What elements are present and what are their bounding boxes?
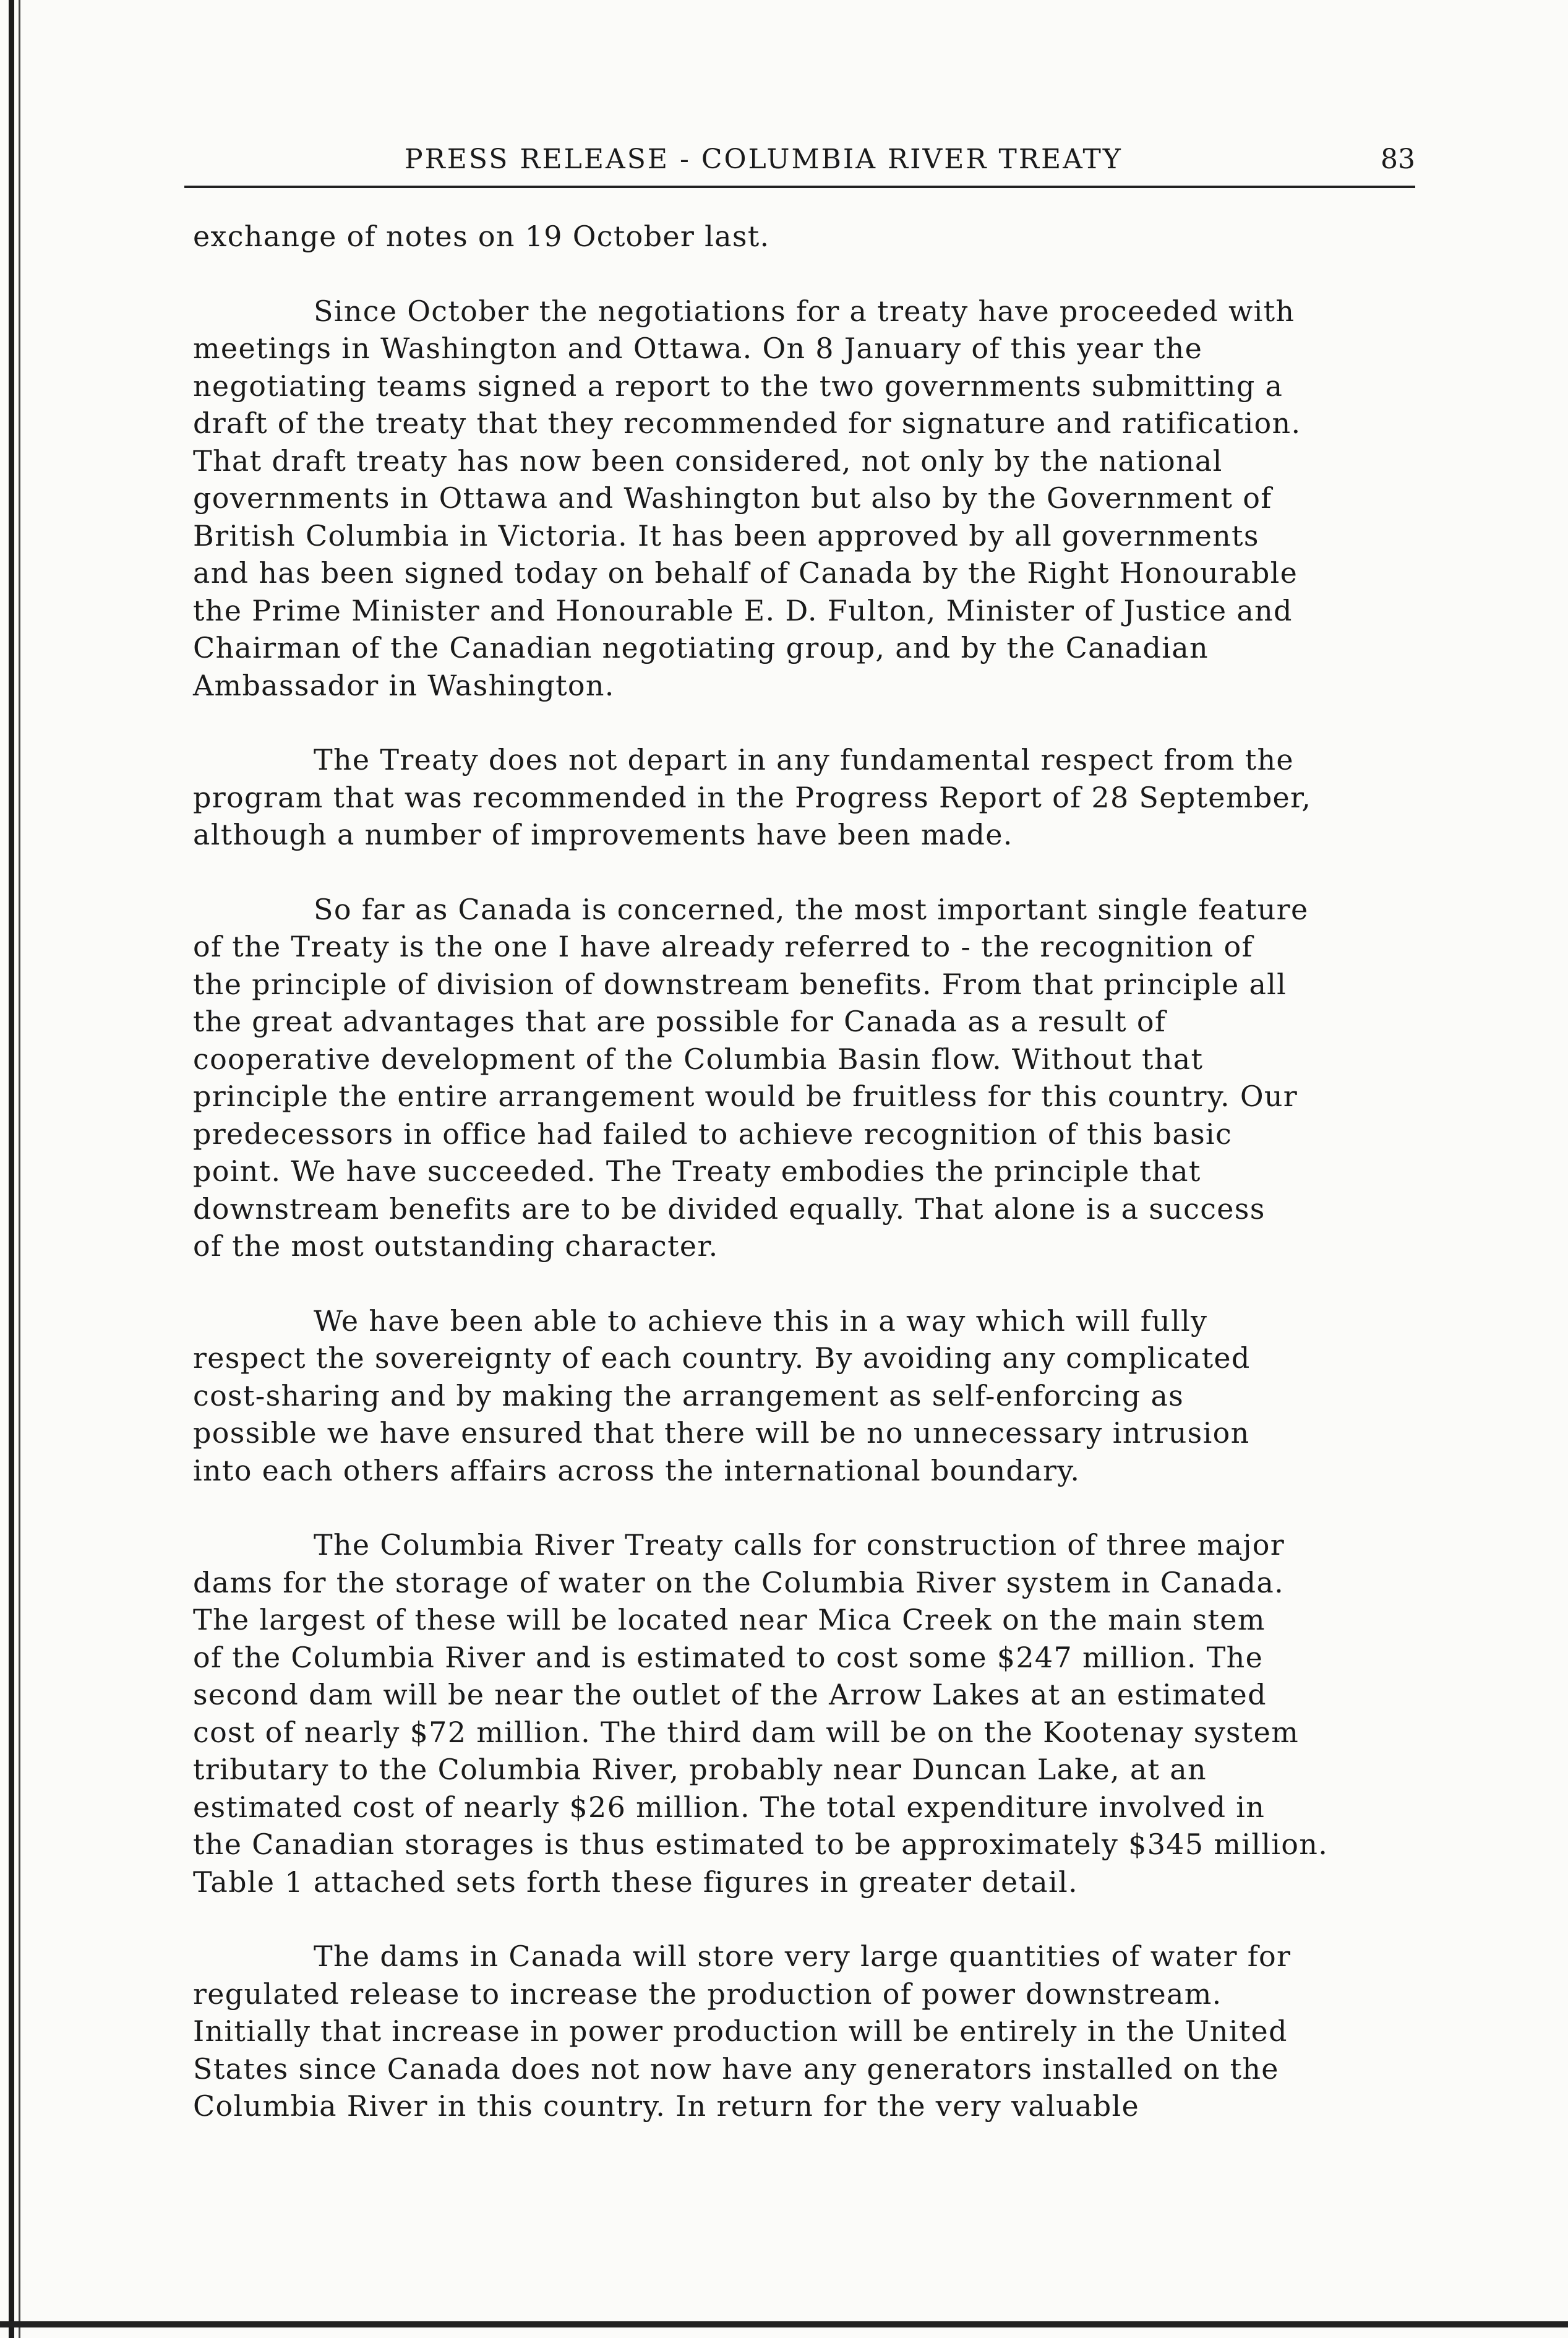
text-line: exchange of notes on 19 October last. [193, 220, 770, 253]
binding-edge-inner [19, 0, 20, 2338]
text-line: The Columbia River Treaty calls for construction of three major [314, 1528, 1285, 1562]
text-line: dams for the storage of water on the Columbia River system in Canada. [193, 1565, 1285, 1599]
text-line: cooperative development of the Columbia Basin flow. Without that [193, 1042, 1204, 1076]
text-line: the Canadian storages is thus estimated to be approximately $345 million. [193, 1828, 1329, 1861]
text-line: British Columbia in Victoria. It has been approved by all governments [193, 518, 1259, 552]
text-line: So far as Canada is concerned, the most important single feature [314, 892, 1309, 926]
paragraph-3 [193, 741, 1436, 854]
text-line: tributary to the Columbia River, probably near Duncan Lake, at an [193, 1753, 1207, 1786]
text-line: estimated cost of nearly $26 million. The total expenditure involved in [193, 1790, 1266, 1824]
text-line: respect the sovereignty of each country. By avoiding any complicated [193, 1341, 1251, 1375]
text-line: That draft treaty has now been considered, not only by the national [193, 444, 1223, 478]
paragraph-2 [193, 293, 1436, 705]
text-line: The Treaty does not depart in any fundamental respect from the [314, 743, 1294, 776]
text-line: of the most outstanding character. [193, 1229, 719, 1263]
text-line: into each others affairs across the international boundary. [193, 1453, 1081, 1487]
paragraph-6 [193, 1526, 1436, 1901]
page-number: 83 [1381, 144, 1415, 175]
text-line: although a number of improvements have been made. [193, 818, 1013, 851]
text-line: Chairman of the Canadian negotiating group, and by the Canadian [193, 631, 1209, 664]
text-line: of the Treaty is the one I have already referred to - the recognition of [193, 930, 1253, 963]
text-line: Since October the negotiations for a treaty have proceeded with [314, 294, 1295, 328]
paragraph-4 [193, 891, 1436, 1265]
text-line: The largest of these will be located near Mica Creek on the main stem [193, 1603, 1266, 1636]
text-line: negotiating teams signed a report to the two governments submitting a [193, 369, 1283, 403]
binding-edge [9, 0, 14, 2338]
header-title: PRESS RELEASE - COLUMBIA RIVER TREATY [405, 144, 1123, 175]
paragraph-1 [193, 218, 1436, 256]
text-line: The dams in Canada will store very large quantities of water for [314, 1940, 1292, 1973]
text-line: States since Canada does not now have any generators installed on the [193, 2052, 1279, 2086]
text-line: Table 1 attached sets forth these figures in greater detail. [193, 1865, 1078, 1899]
header-rule [184, 186, 1415, 188]
text-line: Ambassador in Washington. [193, 668, 615, 702]
text-line: and has been signed today on behalf of Canada by the Right Honourable [193, 556, 1298, 590]
paragraph-5 [193, 1302, 1436, 1490]
text-line: draft of the treaty that they recommended for signature and ratification. [193, 406, 1301, 440]
text-line: We have been able to achieve this in a way which will fully [314, 1304, 1208, 1338]
text-line: Initially that increase in power production will be entirely in the United [193, 2014, 1288, 2048]
bottom-edge [0, 2321, 1568, 2327]
body-text [193, 218, 1436, 2162]
text-line: point. We have succeeded. The Treaty embodies the principle that [193, 1154, 1201, 1188]
text-line: second dam will be near the outlet of the Arrow Lakes at an estimated [193, 1678, 1267, 1711]
text-line: cost of nearly $72 million. The third dam will be on the Kootenay system [193, 1715, 1300, 1749]
text-line: of the Columbia River and is estimated to cost some $247 million. The [193, 1640, 1264, 1674]
text-line: predecessors in office had failed to achieve recognition of this basic [193, 1117, 1233, 1151]
text-line: cost-sharing and by making the arrangement as self-enforcing as [193, 1378, 1185, 1412]
page-header [184, 141, 1415, 187]
text-line: downstream benefits are to be divided equally. That alone is a success [193, 1192, 1266, 1226]
text-line: the Prime Minister and Honourable E. D. Fulton, Minister of Justice and [193, 593, 1293, 627]
paragraph-7 [193, 1938, 1436, 2125]
text-line: meetings in Washington and Ottawa. On 8 January of this year the [193, 332, 1203, 365]
text-line: regulated release to increase the production of power downstream. [193, 1977, 1222, 2011]
text-line: possible we have ensured that there will be no unnecessary intrusion [193, 1416, 1250, 1450]
text-line: program that was recommended in the Progress Report of 28 September, [193, 780, 1312, 814]
text-line: governments in Ottawa and Washington but also by the Government of [193, 481, 1272, 515]
text-line: Columbia River in this country. In return for the very valuable [193, 2089, 1140, 2123]
text-line: principle the entire arrangement would be fruitless for this country. Our [193, 1080, 1298, 1113]
text-line: the principle of division of downstream benefits. From that principle all [193, 967, 1287, 1001]
text-line: the great advantages that are possible for Canada as a result of [193, 1005, 1167, 1038]
